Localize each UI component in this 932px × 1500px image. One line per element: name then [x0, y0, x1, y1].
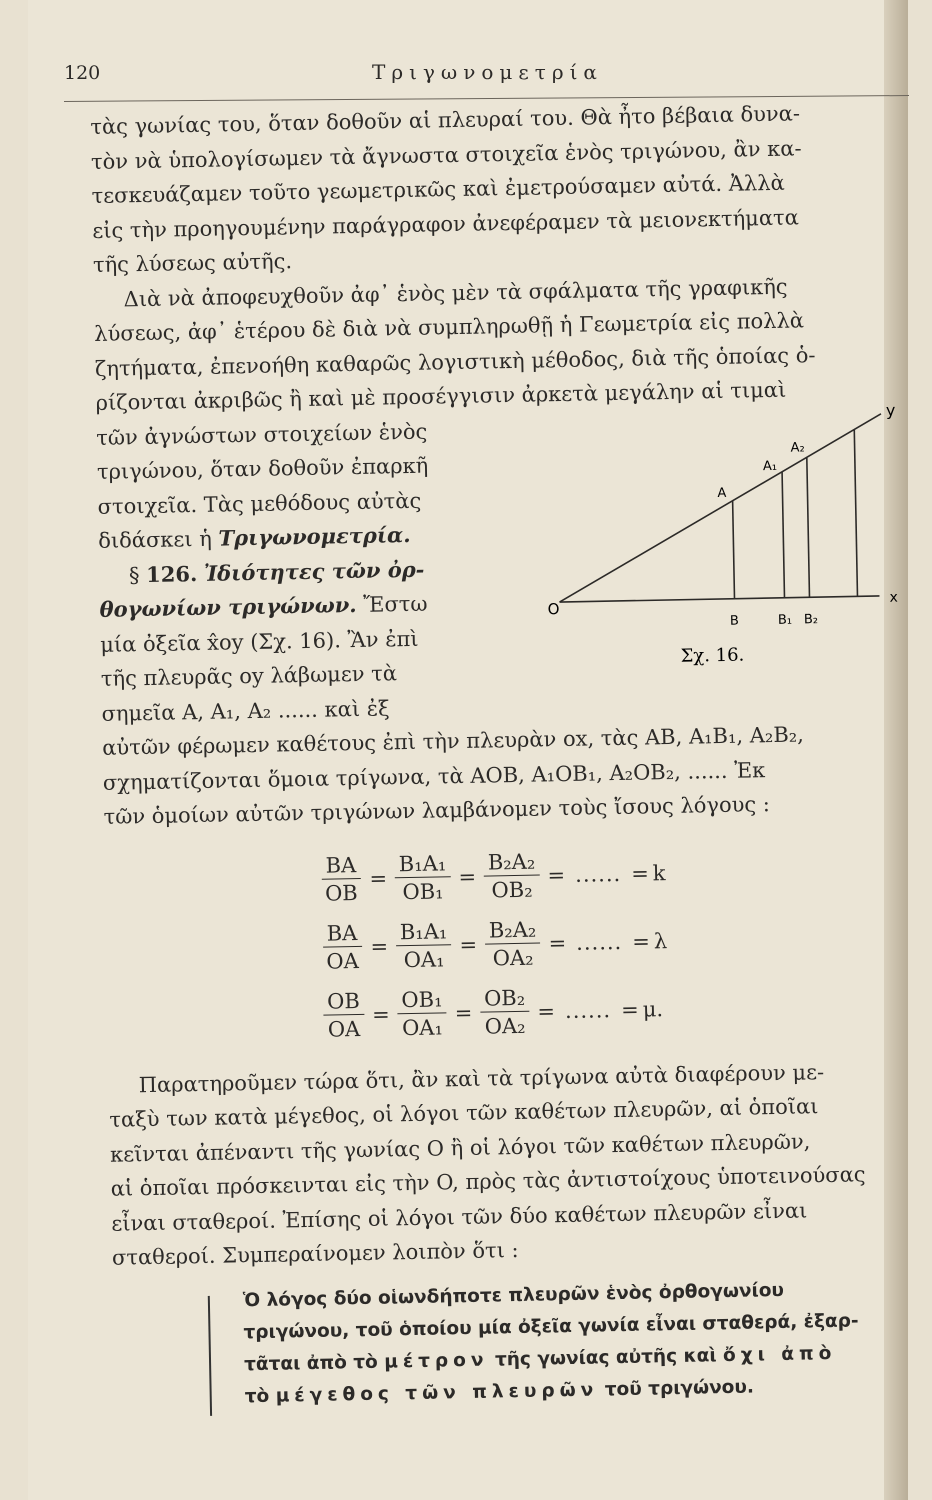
- section-title-cont: θογωνίων τριγώνων.: [99, 591, 357, 622]
- text-line: σχηματίζονται ὅμοια τρίγωνα, τὰ AOB, A₁OB₁, A₂OB₂, ...... Ἐκ: [102, 757, 766, 795]
- label-B: B: [729, 613, 739, 629]
- text-line: Παρατηροῦμεν τώρα ὅτι, ἂν καὶ τὰ τρίγωνα αὐτὰ διαφέρουν με-: [138, 1059, 825, 1097]
- label-A1: A₁: [762, 458, 778, 474]
- page-header: [64, 62, 904, 92]
- equation-row-lambda: $\frac{BA}{OA}$ = $\frac{\text{B₁A₁}}{\text{OA₁}}$ = $\frac{\text{B₂A₂}}{\text{OA₂}}$ = ...... = λ: [317, 903, 916, 982]
- text-line: τριγώνου, ὅταν δοθοῦν ἐπαρκῆ: [96, 453, 429, 484]
- fraction: $\frac{OB}{OA}$: [323, 988, 365, 1044]
- label-y: y: [885, 400, 896, 420]
- text-line: τὰς γωνίας του, ὅταν δοθοῦν αἱ πλευραί του. Θὰ ἦτο βέβαια δυνα-: [90, 101, 801, 139]
- figure-diagram: [536, 395, 921, 692]
- text-line: τῶν ἀγνώστων στοιχείων ἑνὸς: [96, 419, 428, 450]
- perpendicular-AB: [733, 500, 735, 598]
- conclusion-line: τᾶται ἀπὸ τὸ μέτρον τῆς γωνίας αὐτῆς καὶ ὄχι ἀπὸ: [243, 1342, 837, 1375]
- label-x: x: [889, 589, 898, 606]
- conclusion-line: Ὁ λόγος δύο οἱωνδήποτε πλευρῶν ἑνὸς ὀρθογωνίου: [242, 1279, 785, 1311]
- section-symbol: §: [128, 562, 140, 587]
- text-line: τὸν νὰ ὑπολογίσωμεν τὰ ἄγνωστα στοιχεῖα ἑνὸς τριγώνου, ἂν κα-: [90, 135, 802, 174]
- label-A: A: [717, 485, 727, 501]
- text-line: αὐτῶν φέρωμεν καθέτους ἐπὶ τὴν πλευρὰν ox, τὰς AB, A₁B₁, A₂B₂,: [102, 722, 805, 760]
- fraction: $\frac{\text{OB₂}}{\text{OA₂}}$: [480, 985, 530, 1041]
- figure-caption: Σχ. 16.: [680, 644, 745, 667]
- figure-16: [536, 395, 932, 702]
- text-line: Διὰ νὰ ἀποφευχθοῦν ἀφ᾽ ἑνὸς μὲν τὰ σφάλματα τῆς γραφικῆς: [123, 274, 788, 311]
- text-line: στοιχεῖα. Τὰς μεθόδους αὐτὰς: [97, 488, 422, 519]
- italic-term: Τριγωνομετρία.: [218, 521, 411, 551]
- conclusion-box: [113, 1272, 925, 1416]
- constant-k: k: [652, 861, 666, 886]
- text-line: εἶναι σταθεροί. Ἐπίσης οἱ λόγοι τῶν δύο καθέτων πλευρῶν εἶναι: [111, 1197, 808, 1236]
- text-line: εἰς τὴν προηγουμένην παράγραφον ἀνεφέραμεν τὰ μειονεκτήματα: [92, 204, 800, 243]
- text-line: τῆς πλευρᾶς oy λάβωμεν τὰ: [100, 661, 398, 691]
- paragraph-3: [102, 715, 914, 834]
- section-number: 126.: [145, 560, 198, 587]
- label-B1: B₁: [777, 612, 793, 628]
- fraction: $\frac{\text{B₂A₂}}{\text{OA₂}}$: [485, 917, 541, 973]
- text-line: τῶν ὁμοίων αὐτῶν τριγώνων λαμβάνομεν τοὺς ἴσους λόγους :: [103, 792, 771, 829]
- perpendicular-A2B2: [807, 457, 810, 597]
- text-line: κεῖνται ἀπέναντι τῆς γωνίας O ἢ οἱ λόγοι τῶν καθέτων πλευρῶν,: [109, 1128, 811, 1167]
- text-line: μία ὀξεῖα x̂oy (Σχ. 16). Ἂν ἐπὶ: [100, 626, 419, 657]
- ratio-equations: [316, 835, 918, 1050]
- text-line: ρίζονται ἀκριβῶς ἢ καὶ μὲ προσέγγισιν ἀρκετὰ μεγάλην αἱ τιμαὶ: [95, 377, 787, 415]
- text-line: τῆς λύσεως αὐτῆς.: [92, 249, 293, 277]
- book-page: [28, 0, 908, 1500]
- label-O: O: [547, 599, 560, 618]
- left-column: [96, 411, 572, 730]
- text-line: ζητήματα, ἐπενοήθη καθαρῶς λογιστικὴ μέθοδος, διὰ τῆς ὁποίας ὁ-: [94, 342, 816, 381]
- equation-row-k: $\frac{BA}{OB}$ = $\frac{\text{B₁A₁}}{\text{OB₁}}$ = $\frac{\text{B₂A₂}}{\text{OB₂}}$ = ...... = k: [316, 835, 915, 914]
- running-title: Τριγωνομετρία: [372, 60, 603, 84]
- paragraph-1: [90, 94, 903, 282]
- text-line: θογωνίων τριγώνων. Ἔστω: [99, 591, 428, 622]
- fraction: $\frac{BA}{OA}$: [322, 920, 363, 976]
- page-body: [90, 94, 925, 1415]
- fraction: $\frac{\text{OB₁}}{\text{OA₁}}$: [397, 986, 447, 1042]
- margin-bar: [208, 1295, 212, 1415]
- text-line: ταξὺ των κατὰ μέγεθος, οἱ λόγοι τῶν καθέτων πλευρῶν, αἱ ὁποῖαι: [109, 1094, 819, 1132]
- text-line: λύσεως, ἀφ᾽ ἑτέρου δὲ διὰ νὰ συμπληρωθῇ ἡ Γεωμετρία εἰς πολλὰ: [94, 308, 805, 346]
- text-line: σταθεροί. Συμπεραίνομεν λοιπὸν ὅτι :: [111, 1237, 519, 1270]
- axis-oy: [556, 413, 884, 601]
- paragraph-4: [108, 1053, 922, 1276]
- text-line: διδάσκει ἡ Τριγωνομετρία.: [98, 521, 411, 553]
- equation-row-mu: $\frac{OB}{OA}$ = $\frac{\text{OB₁}}{\text{OA₁}}$ = $\frac{\text{OB₂}}{\text{OA₂}}$ = ...... = μ.: [319, 971, 918, 1050]
- text-line: σημεῖα A, A₁, A₂ ...... καὶ ἐξ: [101, 695, 390, 726]
- text-line: τεσκευάζαμεν τοῦτο γεωμετρικῶς καὶ ἐμετρούσαμεν αὐτά. Ἀλλὰ: [91, 170, 785, 208]
- axis-ox: [560, 595, 880, 601]
- fraction: $\frac{\text{B₁A₁}}{\text{OB₁}}$: [395, 850, 451, 906]
- conclusion-line: τὸ μέγεθος τῶν πλευρῶν τοῦ τριγώνου.: [244, 1375, 755, 1407]
- page-number: 120: [64, 62, 101, 84]
- constant-lambda: λ: [653, 929, 668, 954]
- constant-mu: μ.: [642, 997, 664, 1022]
- fraction: $\frac{\text{B₂A₂}}{\text{OB₂}}$: [484, 849, 540, 905]
- figure-wrap-region: [96, 400, 912, 731]
- fraction: $\frac{\text{B₁A₁}}{\text{OA₁}}$: [396, 918, 452, 974]
- label-B2: B₂: [803, 611, 819, 627]
- fraction: $\frac{BA}{OB}$: [320, 852, 362, 908]
- conclusion-line: τριγώνου, τοῦ ὁποίου μία ὀξεῖα γωνία εἶναι σταθερά, ἐξαρ-: [243, 1309, 859, 1343]
- section-title: Ἰδιότητες τῶν ὀρ-: [203, 556, 425, 586]
- label-A2: A₂: [790, 439, 805, 456]
- perpendicular-extra: [854, 429, 857, 596]
- perpendicular-A1B1: [782, 471, 784, 597]
- text-line: αἱ ὁποῖαι πρόσκεινται εἰς τὴν O, πρὸς τὰς ἀντιστοίχους ὑποτεινούσας: [110, 1162, 866, 1201]
